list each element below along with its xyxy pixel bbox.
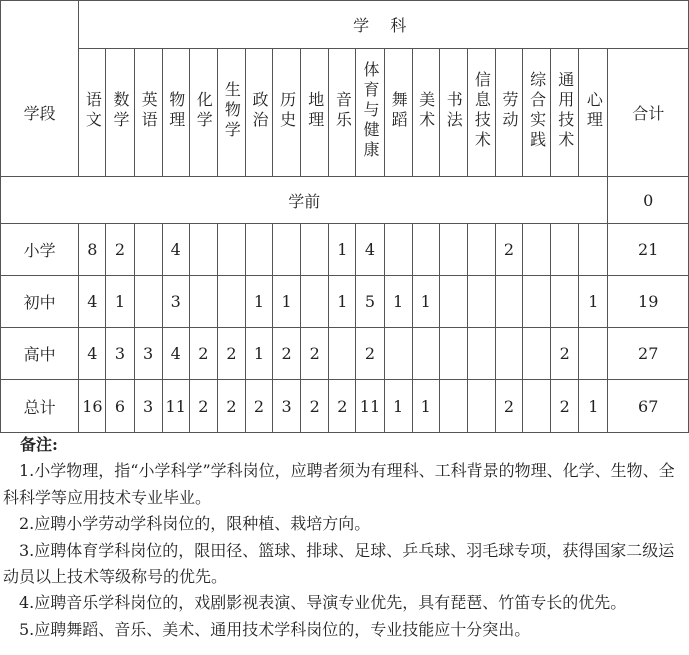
subject-header-cell bbox=[551, 49, 579, 177]
count-cell: 1 bbox=[579, 380, 608, 433]
subject-header-label: 政治 bbox=[250, 90, 270, 131]
count-cell bbox=[523, 276, 551, 328]
count-cell: 1 bbox=[412, 276, 439, 328]
subject-header-label: 心理 bbox=[584, 90, 604, 131]
stage-cell: 初中 bbox=[1, 276, 79, 328]
count-cell: 2 bbox=[551, 328, 579, 380]
count-cell bbox=[467, 380, 495, 433]
subject-header-cell bbox=[329, 49, 356, 177]
subject-header-label: 体育与健康 bbox=[360, 60, 380, 161]
notes-section bbox=[0, 432, 689, 643]
count-cell: 4 bbox=[162, 224, 189, 276]
subject-header-cell bbox=[356, 49, 384, 177]
count-cell bbox=[467, 276, 495, 328]
subject-header-label: 书法 bbox=[444, 90, 464, 131]
count-cell: 2 bbox=[106, 224, 134, 276]
count-cell bbox=[467, 224, 495, 276]
subject-header-cell bbox=[301, 49, 329, 177]
subject-header-cell bbox=[217, 49, 245, 177]
preschool-label: 学前 bbox=[1, 177, 608, 224]
note-item: 4.应聘音乐学科岗位的，戏剧影视表演、导演专业优先，具有琵琶、竹笛专长的优先。 bbox=[19, 593, 627, 613]
note-item: 5.应聘舞蹈、音乐、美术、通用技术学科岗位的，专业技能应十分突出。 bbox=[19, 619, 531, 639]
count-cell: 1 bbox=[273, 276, 301, 328]
count-cell: 2 bbox=[189, 380, 217, 433]
note-item: 2.应聘小学劳动学科岗位的，限种植、栽培方向。 bbox=[19, 514, 371, 534]
subject-header-label: 英语 bbox=[139, 90, 159, 131]
count-cell: 1 bbox=[245, 276, 272, 328]
count-cell bbox=[523, 328, 551, 380]
subject-header-cell bbox=[106, 49, 134, 177]
count-cell: 2 bbox=[245, 380, 272, 433]
subject-header-cell bbox=[467, 49, 495, 177]
subject-header-cell bbox=[273, 49, 301, 177]
table-row bbox=[1, 380, 689, 433]
stage-cell: 小学 bbox=[1, 224, 79, 276]
count-cell bbox=[329, 328, 356, 380]
count-cell bbox=[551, 224, 579, 276]
stage-cell: 高中 bbox=[1, 328, 79, 380]
subject-header-label: 历史 bbox=[277, 90, 297, 131]
count-cell: 2 bbox=[551, 380, 579, 433]
count-cell: 1 bbox=[245, 328, 272, 380]
count-cell: 2 bbox=[356, 328, 384, 380]
count-cell: 1 bbox=[579, 276, 608, 328]
count-cell: 3 bbox=[273, 380, 301, 433]
count-cell bbox=[189, 276, 217, 328]
count-cell bbox=[301, 224, 329, 276]
subject-header-label: 地理 bbox=[305, 90, 325, 131]
count-cell bbox=[523, 380, 551, 433]
subject-header-label: 数学 bbox=[110, 90, 130, 131]
count-cell bbox=[273, 224, 301, 276]
count-cell bbox=[412, 328, 439, 380]
subject-header-cell bbox=[134, 49, 162, 177]
count-cell bbox=[217, 224, 245, 276]
count-cell: 2 bbox=[301, 380, 329, 433]
corner-cell bbox=[1, 1, 79, 49]
count-cell: 4 bbox=[356, 224, 384, 276]
count-cell: 2 bbox=[273, 328, 301, 380]
count-cell bbox=[134, 276, 162, 328]
count-cell: 4 bbox=[162, 328, 189, 380]
count-cell: 8 bbox=[79, 224, 106, 276]
count-cell: 16 bbox=[79, 380, 106, 433]
subject-header-label: 语文 bbox=[83, 90, 103, 131]
count-cell: 4 bbox=[79, 276, 106, 328]
count-cell bbox=[495, 328, 522, 380]
subject-header-label: 综合实践 bbox=[527, 70, 547, 151]
count-cell: 3 bbox=[106, 328, 134, 380]
subject-header-label: 物理 bbox=[166, 90, 186, 131]
preschool-row bbox=[1, 177, 689, 224]
count-cell: 1 bbox=[412, 380, 439, 433]
row-total-cell: 27 bbox=[608, 328, 689, 380]
row-total-cell: 21 bbox=[608, 224, 689, 276]
subject-header-label: 音乐 bbox=[333, 90, 353, 131]
count-cell: 2 bbox=[495, 224, 522, 276]
count-cell: 2 bbox=[301, 328, 329, 380]
count-cell: 1 bbox=[384, 380, 412, 433]
note-item: 3.应聘体育学科岗位的，限田径、篮球、排球、足球、乒乓球、羽毛球专项，获得国家二级运动员以上技术等级称号的优先。 bbox=[3, 540, 675, 587]
count-cell bbox=[439, 380, 467, 433]
stage-cell: 总计 bbox=[1, 380, 79, 433]
count-cell bbox=[439, 276, 467, 328]
notes-title: 备注: bbox=[20, 435, 58, 454]
subject-header-label: 美术 bbox=[416, 90, 436, 131]
subject-header-label: 信息技术 bbox=[472, 70, 492, 151]
subject-header-cell bbox=[439, 49, 467, 177]
count-cell: 11 bbox=[162, 380, 189, 433]
subject-header-cell bbox=[579, 49, 608, 177]
count-cell bbox=[523, 224, 551, 276]
header-row-top bbox=[1, 1, 689, 49]
subject-header-label: 化学 bbox=[194, 90, 214, 131]
count-cell: 1 bbox=[329, 276, 356, 328]
count-cell bbox=[439, 224, 467, 276]
count-cell bbox=[301, 276, 329, 328]
count-cell bbox=[384, 224, 412, 276]
count-cell bbox=[217, 276, 245, 328]
subject-header-label: 劳动 bbox=[500, 90, 519, 131]
subject-header-cell bbox=[412, 49, 439, 177]
table-row bbox=[1, 276, 689, 328]
subject-header-cell bbox=[79, 49, 106, 177]
notes-list bbox=[0, 458, 689, 643]
count-cell bbox=[384, 328, 412, 380]
table-row bbox=[1, 328, 689, 380]
count-cell bbox=[579, 224, 608, 276]
count-cell: 3 bbox=[134, 328, 162, 380]
count-cell: 1 bbox=[384, 276, 412, 328]
count-cell: 2 bbox=[189, 328, 217, 380]
count-cell: 6 bbox=[106, 380, 134, 433]
stage-header: 学段 bbox=[1, 49, 79, 177]
subject-header-row bbox=[1, 49, 689, 177]
subject-header-cell bbox=[245, 49, 272, 177]
count-cell bbox=[467, 328, 495, 380]
count-cell: 11 bbox=[356, 380, 384, 433]
count-cell: 3 bbox=[162, 276, 189, 328]
subject-header-cell bbox=[162, 49, 189, 177]
count-cell bbox=[551, 276, 579, 328]
subject-header-cell bbox=[523, 49, 551, 177]
count-cell bbox=[579, 328, 608, 380]
subject-header-cell bbox=[495, 49, 522, 177]
subject-header-cell bbox=[384, 49, 412, 177]
count-cell bbox=[189, 224, 217, 276]
preschool-total: 0 bbox=[608, 177, 689, 224]
row-total-cell: 19 bbox=[608, 276, 689, 328]
count-cell: 4 bbox=[79, 328, 106, 380]
count-cell: 2 bbox=[495, 380, 522, 433]
subject-header-label: 生物学 bbox=[222, 80, 242, 141]
count-cell bbox=[439, 328, 467, 380]
count-cell: 2 bbox=[217, 328, 245, 380]
subject-header-cell bbox=[189, 49, 217, 177]
count-cell bbox=[495, 276, 522, 328]
note-item: 1.小学物理，指“小学科学”学科岗位，应聘者须为有理科、工科背景的物理、化学、生物、全科科学等应用技术专业毕业。 bbox=[3, 461, 675, 507]
table-row bbox=[1, 224, 689, 276]
count-cell bbox=[245, 224, 272, 276]
subjects-header: 学 科 bbox=[79, 1, 689, 49]
count-cell: 1 bbox=[329, 224, 356, 276]
count-cell: 5 bbox=[356, 276, 384, 328]
total-header: 合计 bbox=[608, 49, 689, 177]
subject-header-label: 通用技术 bbox=[555, 70, 575, 151]
count-cell: 2 bbox=[217, 380, 245, 433]
count-cell bbox=[412, 224, 439, 276]
subject-header-label: 舞蹈 bbox=[389, 90, 409, 131]
count-cell bbox=[134, 224, 162, 276]
count-cell: 3 bbox=[134, 380, 162, 433]
count-cell: 1 bbox=[106, 276, 134, 328]
count-cell: 2 bbox=[329, 380, 356, 433]
row-total-cell: 67 bbox=[608, 380, 689, 433]
